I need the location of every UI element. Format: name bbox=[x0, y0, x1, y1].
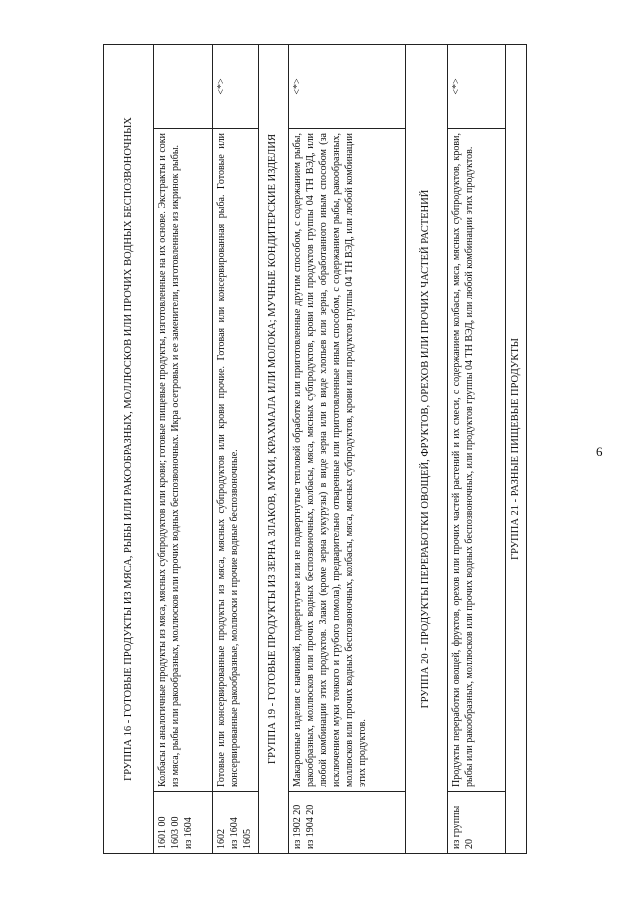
table-row bbox=[212, 45, 258, 854]
note-cell bbox=[153, 45, 212, 129]
code-cell: из группы 20 bbox=[447, 792, 505, 854]
table-row bbox=[288, 45, 405, 854]
note-cell: <*> bbox=[212, 45, 258, 129]
code-cell: 1601 00 1603 00 из 1604 bbox=[153, 792, 212, 854]
note-cell: <*> bbox=[447, 45, 505, 129]
description-cell: Продукты переработки овощей, фруктов, орехов или прочих частей растений и их смеси, с содержанием колбасы, мяса, мясных субпродуктов, крови, рыбы или ракообразных, моллюсков или прочих водных беспозвоночных, или продуктов группы 04 ТН ВЭД, или любой комбинации этих продуктов. bbox=[447, 129, 505, 792]
product-groups-table bbox=[103, 44, 527, 854]
group-header-16: ГРУППА 16 - ГОТОВЫЕ ПРОДУКТЫ ИЗ МЯСА, РЫБЫ ИЛИ РАКООБРАЗНЫХ, МОЛЛЮСКОВ ИЛИ ПРОЧИХ ВОДНЫХ БЕСПОЗВОНОЧНЫХ bbox=[104, 45, 154, 854]
description-cell: Колбасы и аналогичные продукты из мяса, мясных субпродуктов или крови; готовые пищевые продукты, изготовленные на их основе. Экстракты и соки из мяса, рыбы или ракообразных, моллюсков или прочих водных беспозвоночных. Икра осетровых и ее заменители, изготовленные из икринок рыбы. bbox=[153, 129, 212, 792]
group-header-20: ГРУППА 20 - ПРОДУКТЫ ПЕРЕРАБОТКИ ОВОЩЕЙ, ФРУКТОВ, ОРЕХОВ ИЛИ ПРОЧИХ ЧАСТЕЙ РАСТЕНИЙ bbox=[405, 45, 447, 854]
description-cell: Макаронные изделия с начинкой, подвергнутые или не подвергнутые тепловой обработке или приготовленные другим способом, с содержанием рыбы, ракообразных, моллюсков или прочих водных беспозвоночных, колбасы, мяса, мясных субпродуктов, крови или продуктов группы 04 ТН ВЭД, или любой комбинации этих продуктов. Злаки (кроме зерна кукурузы) в виде зерна или в виде хлопьев или зерна, обработанного иным способом (за исключением муки тонкого и грубого помола), предварительно отваренные или приготовленные иным способом, с содержанием рыбы, ракообразных, моллюсков или прочих водных беспозвоночных, колбасы, мяса, мясных субпродуктов, крови или продуктов группы 04 ТН ВЭД, или любой комбинации этих продуктов. bbox=[288, 129, 405, 792]
description-cell: Готовые или консервированные продукты из мяса, мясных субпродуктов или крови прочие. Готовая или консервированная рыба. Готовые или консервированные ракообразные, моллюски и прочие водные беспозвоночные. bbox=[212, 129, 258, 792]
code-cell: из 1902 20 из 1904 20 bbox=[288, 792, 405, 854]
group-header-row bbox=[405, 45, 447, 854]
group-header-row bbox=[259, 45, 288, 854]
table-row bbox=[447, 45, 505, 854]
group-header-row bbox=[506, 45, 527, 854]
rotated-table-container bbox=[103, 44, 527, 854]
note-cell: <*> bbox=[288, 45, 405, 129]
group-header-row bbox=[104, 45, 154, 854]
group-header-19: ГРУППА 19 - ГОТОВЫЕ ПРОДУКТЫ ИЗ ЗЕРНА ЗЛАКОВ, МУКИ, КРАХМАЛА ИЛИ МОЛОКА; МУЧНЫЕ КОНДИТЕРСКИЕ ИЗДЕЛИЯ bbox=[259, 45, 288, 854]
code-cell: 1602 из 1604 1605 bbox=[212, 792, 258, 854]
table-row bbox=[153, 45, 212, 854]
page-number: 6 bbox=[596, 444, 603, 459]
group-header-21: ГРУППА 21 - РАЗНЫЕ ПИЩЕВЫЕ ПРОДУКТЫ bbox=[506, 45, 527, 854]
